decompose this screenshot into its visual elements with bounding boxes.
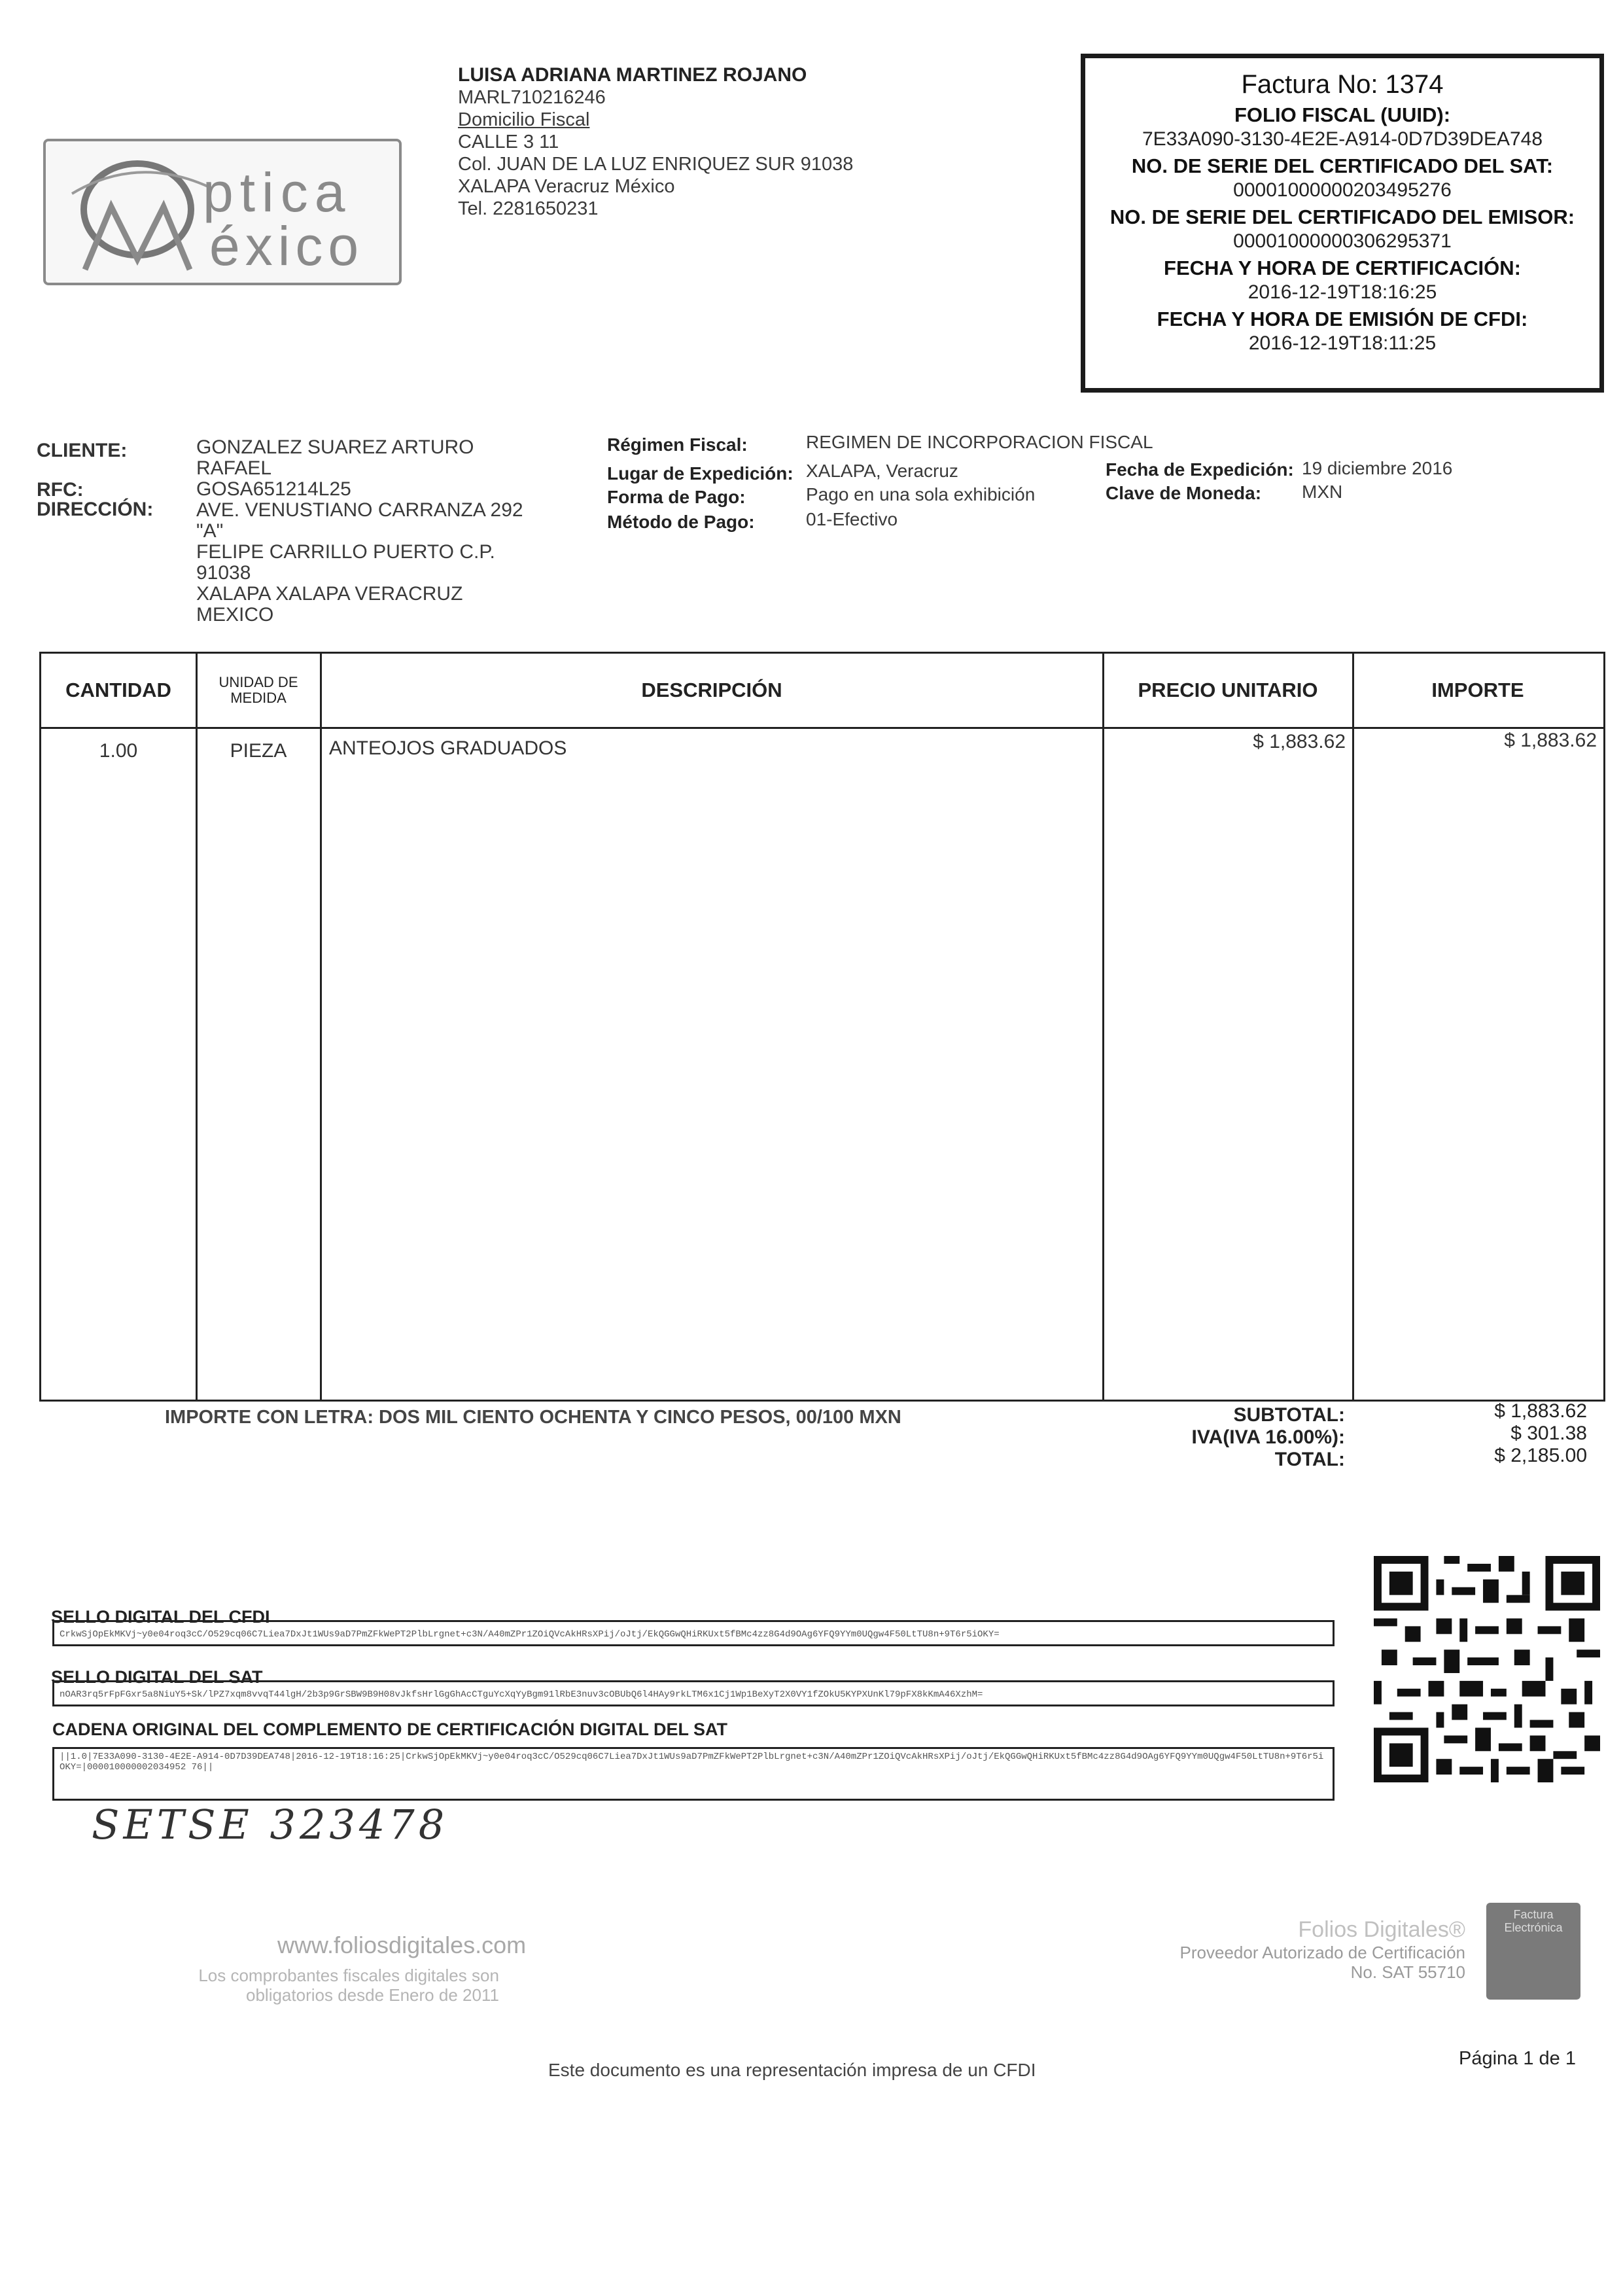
row-cantidad: 1.00 bbox=[99, 740, 138, 762]
row-unidad: PIEZA bbox=[230, 740, 287, 762]
column-divider bbox=[1352, 654, 1354, 1400]
total-value: $ 2,185.00 bbox=[1494, 1445, 1587, 1466]
subtotal-value: $ 1,883.62 bbox=[1494, 1400, 1587, 1422]
sello-cfdi-label: SELLO DIGITAL DEL CFDI bbox=[51, 1607, 270, 1627]
issuer-street: CALLE 3 11 bbox=[458, 132, 559, 152]
page-number: Página 1 de 1 bbox=[1459, 2048, 1576, 2069]
provider-block bbox=[1138, 1917, 1465, 1982]
qr-code-icon bbox=[1374, 1556, 1600, 1782]
lugar-label: Lugar de Expedición: bbox=[607, 463, 794, 484]
emission-date-value: 2016-12-19T18:11:25 bbox=[1248, 332, 1437, 354]
badge-text: Factura Electrónica bbox=[1504, 1908, 1563, 1934]
cadena-original-value: ||1.0|7E33A090-3130-4E2E-A914-0D7D39DEA748|2016-12-19T18:16:25|CrkwSjOpEkMKVj~y0e04roq3cC/O529cq06C7Liea7DxJt1WUs9aD7PmZFkWePT2PlbLrgnet+c3N/A40mZPr1ZOiQVcAkHRsXPij/oJtj/EkQGGwQHiRKUxt5fBMc4zz8G4d9OAg6YFQ9YYm0UQgw4F50LtTU8n+9T6r5iOKY=|000010000002034952 76|| bbox=[52, 1747, 1335, 1801]
column-divider bbox=[320, 654, 322, 1400]
emission-date-label: FECHA Y HORA DE EMISIÓN DE CFDI: bbox=[1157, 308, 1528, 330]
importe-con-letra: IMPORTE CON LETRA: DOS MIL CIENTO OCHENTA Y CINCO PESOS, 00/100 MXN bbox=[165, 1407, 901, 1428]
issuer-cert-label: NO. DE SERIE DEL CERTIFICADO DEL EMISOR: bbox=[1109, 205, 1575, 228]
direccion-label: DIRECCIÓN: bbox=[37, 499, 154, 520]
lugar-value: XALAPA, Veracruz bbox=[806, 461, 958, 481]
company-logo bbox=[43, 139, 402, 285]
website-text: www.foliosdigitales.com bbox=[277, 1932, 527, 1958]
issuer-city: XALAPA Veracruz México bbox=[458, 176, 675, 197]
logo-text-bottom: éxico bbox=[209, 215, 364, 277]
footer-note-2: obligatorios desde Enero de 2011 bbox=[246, 1985, 499, 2005]
factura-electronica-badge bbox=[1486, 1903, 1580, 2000]
header-unidad: UNIDAD DE MEDIDA bbox=[218, 674, 298, 706]
row-precio: $ 1,883.62 bbox=[1253, 731, 1346, 752]
provider-line-1: Proveedor Autorizado de Certificación bbox=[1179, 1943, 1465, 1962]
footer-note-1: Los comprobantes fiscales digitales son bbox=[198, 1966, 499, 1985]
cert-date-label: FECHA Y HORA DE CERTIFICACIÓN: bbox=[1164, 256, 1521, 279]
sello-cfdi-value: CrkwSjOpEkMKVj~y0e04roq3cC/O529cq06C7Liea7DxJt1WUs9aD7PmZFkWePT2PlbLrgnet+c3N/A40mZPr1ZOiQVcAkHRsXPij/oJtj/EkQGGwQHiRKUxt5fBMc4zz8G4d9OAg6YFQ9YYm0UQgw4F50LtTU8n+9T6r5iOKY= bbox=[52, 1620, 1335, 1646]
header-descripcion: DESCRIPCIÓN bbox=[641, 679, 782, 701]
handwritten-note: SETSE 323478 bbox=[92, 1801, 449, 1848]
client-values bbox=[196, 437, 523, 626]
forma-value: Pago en una sola exhibición bbox=[806, 484, 1036, 504]
regimen-label: Régimen Fiscal: bbox=[607, 434, 748, 455]
iva-label: IVA(IVA 16.00%): bbox=[1191, 1426, 1345, 1448]
provider-line-2: No. SAT 55710 bbox=[1350, 1962, 1465, 1982]
subtotal-label: SUBTOTAL: bbox=[1233, 1404, 1345, 1426]
invoice-title: Factura No: 1374 bbox=[1241, 70, 1444, 99]
uuid-value: 7E33A090-3130-4E2E-A914-0D7D39DEA748 bbox=[1142, 128, 1543, 150]
client-address-4: 91038 bbox=[196, 562, 251, 584]
uuid-label: FOLIO FISCAL (UUID): bbox=[1234, 103, 1451, 126]
cert-date-value: 2016-12-19T18:16:25 bbox=[1248, 281, 1437, 303]
issuer-phone: Tel. 2281650231 bbox=[458, 198, 599, 219]
metodo-value: 01-Efectivo bbox=[806, 509, 898, 529]
client-name-2: RAFAEL bbox=[196, 457, 272, 479]
header-importe: IMPORTE bbox=[1431, 679, 1524, 701]
client-address-3: FELIPE CARRILLO PUERTO C.P. bbox=[196, 541, 495, 563]
sello-sat-label: SELLO DIGITAL DEL SAT bbox=[51, 1667, 263, 1687]
cadena-original-label: CADENA ORIGINAL DEL COMPLEMENTO DE CERTIFICACIÓN DIGITAL DEL SAT bbox=[52, 1720, 728, 1739]
row-importe: $ 1,883.62 bbox=[1504, 730, 1597, 751]
issuer-domicilio-label: Domicilio Fiscal bbox=[458, 109, 590, 130]
cliente-label: CLIENTE: bbox=[37, 440, 128, 461]
metodo-label: Método de Pago: bbox=[607, 512, 755, 532]
items-table bbox=[39, 652, 1605, 1402]
issuer-name: LUISA ADRIANA MARTINEZ ROJANO bbox=[458, 64, 807, 86]
issuer-block bbox=[458, 64, 853, 220]
moneda-label: Clave de Moneda: bbox=[1106, 483, 1262, 503]
sello-sat-value: nOAR3rq5rFpFGxr5a8NiuY5+Sk/lPZ7xqm8vvqT44lgH/2b3p9GrSBW9B9H08vJkfsHrlGgGhAcCTguYcXqYyBgm91lRbE3nuv3cOBUbQ6l4HAy9rkLTM6x1Cj1Wp1BeXyT2X0VY1fZOkU5KYPXUnKl79pFX8kKmA46XzhM= bbox=[52, 1680, 1335, 1706]
client-address-5: XALAPA XALAPA VERACRUZ bbox=[196, 583, 463, 605]
column-divider bbox=[196, 654, 198, 1400]
issuer-cert-value: 00001000000306295371 bbox=[1233, 230, 1452, 252]
rfc-label: RFC: bbox=[37, 479, 84, 501]
issuer-colony: Col. JUAN DE LA LUZ ENRIQUEZ SUR 91038 bbox=[458, 154, 854, 175]
column-divider bbox=[1102, 654, 1104, 1400]
row-descripcion: ANTEOJOS GRADUADOS bbox=[329, 737, 567, 759]
fecha-exp-value: 19 diciembre 2016 bbox=[1302, 458, 1453, 478]
total-label: TOTAL: bbox=[1274, 1449, 1345, 1470]
provider-name: Folios Digitales® bbox=[1298, 1917, 1465, 1942]
cfdi-representation-note: Este documento es una representación impresa de un CFDI bbox=[548, 2060, 1036, 2080]
client-address-1: AVE. VENUSTIANO CARRANZA 292 bbox=[196, 499, 523, 521]
moneda-value: MXN bbox=[1302, 482, 1343, 502]
footer-note bbox=[190, 1966, 499, 2005]
sat-cert-label: NO. DE SERIE DEL CERTIFICADO DEL SAT: bbox=[1131, 154, 1554, 177]
logo-text-top: ptica bbox=[203, 162, 352, 223]
invoice-info-box bbox=[1081, 54, 1604, 393]
header-cantidad: CANTIDAD bbox=[65, 679, 171, 701]
iva-value: $ 301.38 bbox=[1510, 1422, 1587, 1444]
client-address-2: "A" bbox=[196, 520, 224, 542]
sat-cert-value: 00001000000203495276 bbox=[1233, 179, 1452, 201]
fecha-exp-label: Fecha de Expedición: bbox=[1106, 459, 1294, 480]
header-precio: PRECIO UNITARIO bbox=[1138, 679, 1318, 701]
regimen-value: REGIMEN DE INCORPORACION FISCAL bbox=[806, 432, 1153, 452]
issuer-rfc: MARL710216246 bbox=[458, 87, 606, 108]
client-address-6: MEXICO bbox=[196, 604, 274, 626]
client-name-1: GONZALEZ SUAREZ ARTURO bbox=[196, 436, 474, 458]
forma-label: Forma de Pago: bbox=[607, 487, 746, 507]
client-rfc: GOSA651214L25 bbox=[196, 478, 351, 500]
